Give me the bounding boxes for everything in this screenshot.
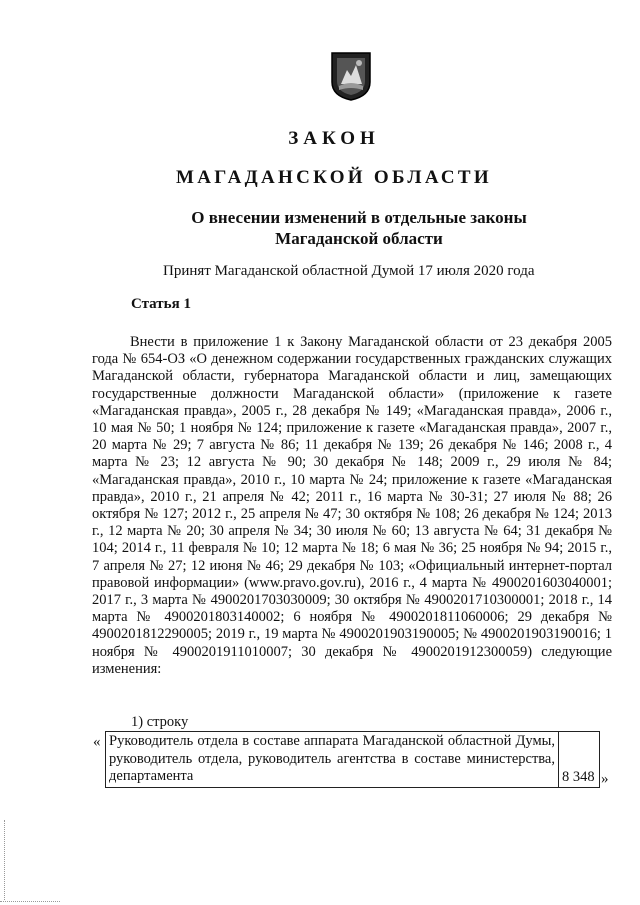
law-subject-line1: О внесении изменений в отдельные законы (191, 208, 527, 227)
region-title: МАГАДАНСКОЙ ОБЛАСТИ (176, 167, 492, 188)
coat-of-arms-icon (329, 50, 373, 102)
document-type-title: ЗАКОН (288, 128, 380, 149)
table-row (106, 732, 600, 788)
opening-quote: « (93, 734, 101, 750)
closing-quote: » (601, 771, 609, 787)
adoption-date: Принят Магаданской областной Думой 17 июля 2020 года (163, 263, 535, 279)
article-heading: Статья 1 (131, 296, 191, 312)
law-subject (0, 207, 640, 249)
position-cell: Руководитель отдела в составе аппарата Магаданской областной Думы, руководитель отдела, руководитель агентства в составе министерства, департамента (106, 732, 559, 788)
article-paragraph: Внести в приложение 1 к Закону Магаданской области от 23 декабря 2005 года № 654-ОЗ «О денежном содержании государственных гражданских служащих Магаданской области, губернатора Магаданской области и лиц, замещающих государственные должности Магаданской области» (приложение к газете «Магаданская правда», 2005 г., 28 декабря № 149; «Магаданская правда», 2006 г., 10 мая № 50; 1 ноября № 124; приложение к газете «Магаданская правда», 2007 г., 20 марта № 29; 7 августа № 86; 11 декабря № 139; 26 декабря № 146; 2008 г., 4 марта № 23; 12 августа № 90; 30 декабря № 148; 2009 г., 29 июля № 84; «Магаданская правда», 2010 г., 10 марта № 24; приложение к газете «Магаданская правда», 2010 г., 21 апреля № 42; 2011 г., 16 марта № 30-31; 27 июля № 88; 26 октября № 127; 2012 г., 25 апреля № 47; 30 октября № 108; 26 декабря № 124; 2013 г., 12 марта № 20; 30 апреля № 34; 30 июля № 60; 13 августа № 64; 31 декабря № 104; 2014 г., 11 февраля № 10; 12 марта № 18; 6 мая № 36; 25 ноября № 94; 2015 г., 7 апреля № 27; 12 июня № 46; 29 декабря № 103; «Официальный интернет-портал правовой информации» (www.pravo.gov.ru), 2016 г., 4 марта № 4900201603040001; 2017 г., 3 марта № 4900201703030009; 30 октября № 4900201710300001; 2018 г., 14 марта № 4900201803140002; 6 ноября № 4900201811060006; 29 декабря № 4900201812290005; 2019 г., 19 марта № 4900201903190005; № 4900201903190016; 1 ноября № 4900201911010007; 30 декабря № 4900201912300059) следующие изменения: (92, 334, 612, 677)
salary-value-cell: 8 348 (559, 732, 600, 788)
amendment-table (105, 731, 600, 788)
margin-scan-marks (4, 820, 9, 900)
bottom-scan-marks (0, 901, 60, 903)
law-subject-line2: Магаданской области (275, 229, 443, 248)
item-label: 1) строку (131, 714, 189, 730)
